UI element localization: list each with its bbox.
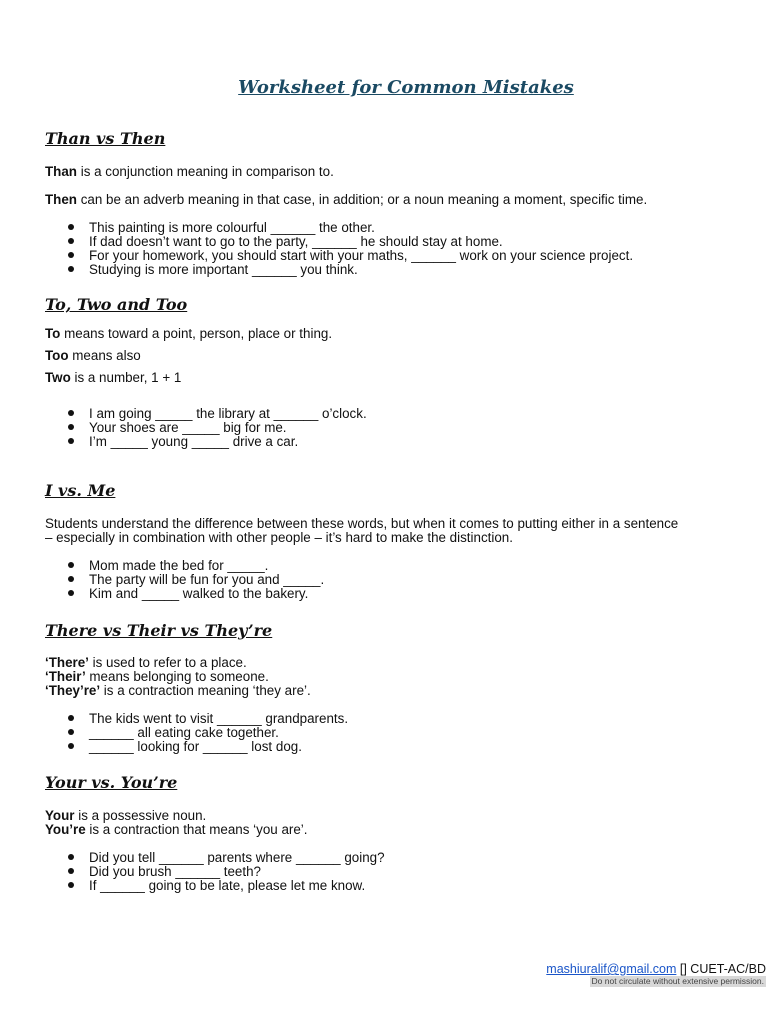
- definition-text: means toward a point, person, place or thing.: [60, 326, 333, 341]
- section-heading: I vs. Me: [45, 481, 116, 500]
- bullet-icon: [68, 562, 74, 568]
- bullet-icon: [68, 715, 74, 721]
- footer-org: CUET-AC/BD: [690, 962, 766, 976]
- section-heading: Your vs. You’re: [45, 773, 178, 792]
- exercise-text: Did you tell ______ parents where ______ going?: [89, 850, 385, 865]
- bullet-icon: [68, 882, 74, 888]
- exercise-text: I am going _____ the library at ______ o’clock.: [89, 406, 367, 421]
- definition-term: Too: [45, 348, 69, 363]
- definition-term: To: [45, 326, 61, 341]
- definition: [45, 192, 647, 208]
- definition-text: means also: [68, 348, 141, 363]
- definition-term: Two: [45, 370, 71, 385]
- exercise-text: Studying is more important ______ you think.: [89, 262, 358, 277]
- exercise-text: Did you brush ______ teeth?: [89, 864, 261, 879]
- definition-text: is a conjunction meaning in comparison to.: [77, 164, 334, 179]
- email-link[interactable]: mashiuralif@gmail.com: [546, 962, 677, 976]
- definition-text: is a possessive noun.: [74, 808, 207, 823]
- definition-text: is used to refer to a place.: [88, 655, 247, 670]
- exercise-text: Mom made the bed for _____.: [89, 558, 269, 573]
- exercise-text: ______ all eating cake together.: [89, 725, 279, 740]
- definition: [45, 822, 308, 838]
- footer-contact: [546, 961, 766, 977]
- definition-text: is a number, 1 + 1: [70, 370, 182, 385]
- exercise-text: For your homework, you should start with your maths, ______ work on your science project.: [89, 248, 634, 263]
- bullet-icon: [68, 266, 74, 272]
- definition-term: ‘Their’: [45, 669, 86, 684]
- definition: [45, 164, 334, 180]
- bullet-icon: [68, 224, 74, 230]
- definition-text: can be an adverb meaning in that case, in addition; or a noun meaning a moment, specific time.: [77, 192, 648, 207]
- definition-term: Than: [45, 164, 77, 179]
- definition: [45, 348, 141, 364]
- paragraph-line: – especially in combination with other people – it’s hard to make the distinction.: [45, 530, 513, 545]
- exercise-item: [68, 878, 365, 894]
- page-title: Worksheet for Common Mistakes: [238, 77, 574, 98]
- exercise-text: The kids went to visit ______ grandparents.: [89, 711, 349, 726]
- footer-separator: []: [676, 962, 691, 976]
- exercise-item: [68, 739, 302, 755]
- exercise-item: [68, 586, 308, 602]
- exercise-text: Your shoes are _____ big for me.: [89, 420, 287, 435]
- bullet-icon: [68, 590, 74, 596]
- exercise-text: If dad doesn’t want to go to the party, ______ he should stay at home.: [89, 234, 503, 249]
- definition: [45, 683, 311, 699]
- definition-text: is a contraction that means ‘you are’.: [85, 822, 308, 837]
- definition-text: means belonging to someone.: [85, 669, 269, 684]
- exercise-text: This painting is more colourful ______ the other.: [89, 220, 375, 235]
- bullet-icon: [68, 576, 74, 582]
- definition-term: You’re: [45, 822, 86, 837]
- definition: [45, 370, 181, 386]
- definition-term: Your: [45, 808, 75, 823]
- bullet-icon: [68, 743, 74, 749]
- footer-note: Do not circulate without extensive permission.: [591, 976, 764, 986]
- paragraph-line: Students understand the difference between these words, but when it comes to putting either in a sentence: [45, 516, 679, 531]
- bullet-icon: [68, 238, 74, 244]
- definition-term: ‘There’: [45, 655, 89, 670]
- bullet-icon: [68, 438, 74, 444]
- bullet-icon: [68, 424, 74, 430]
- bullet-icon: [68, 868, 74, 874]
- definition-term: Then: [45, 192, 77, 207]
- exercise-item: [68, 434, 298, 450]
- definition-text: is a contraction meaning ‘they are’.: [100, 683, 311, 698]
- exercise-text: Kim and _____ walked to the bakery.: [89, 586, 309, 601]
- definition-term: ‘They’re’: [45, 683, 101, 698]
- exercise-text: If ______ going to be late, please let me know.: [89, 878, 366, 893]
- section-heading: Than vs Then: [45, 129, 166, 148]
- exercise-text: I’m _____ young _____ drive a car.: [89, 434, 299, 449]
- bullet-icon: [68, 729, 74, 735]
- definition: [45, 326, 332, 342]
- bullet-icon: [68, 410, 74, 416]
- section-heading: There vs Their vs They’re: [45, 621, 273, 640]
- bullet-icon: [68, 854, 74, 860]
- section-heading: To, Two and Too: [45, 295, 188, 314]
- exercise-item: [68, 262, 358, 278]
- bullet-icon: [68, 252, 74, 258]
- exercise-text: The party will be fun for you and _____.: [89, 572, 325, 587]
- exercise-text: ______ looking for ______ lost dog.: [89, 739, 302, 754]
